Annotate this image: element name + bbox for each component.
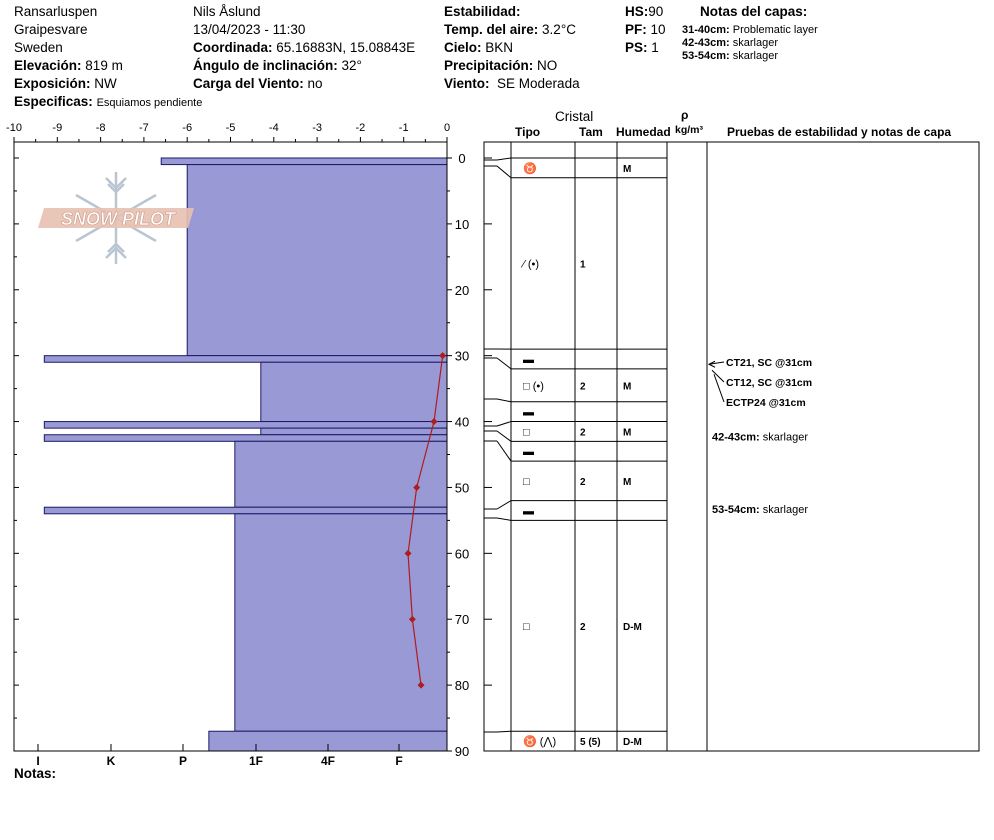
col-density-unit: kg/m³ [675,124,704,136]
depth-tick-label: 70 [454,612,470,628]
layer-moisture: M [623,427,632,439]
hardness-tick-label: P [178,754,188,768]
depth-tick-label: 30 [454,348,470,364]
col-type: Tipo [515,125,541,139]
sky: Cielo: BKN [444,40,514,55]
layer-grain-type: □ [523,475,530,488]
col-crystal: Cristal [555,109,594,124]
hardness-bar [235,514,447,731]
connector [497,422,511,426]
depth-tick-label: 50 [454,480,470,496]
layer-grain-type: ▬ [523,406,534,419]
hardness-bar [44,422,447,429]
col-moisture: Humedad [616,125,671,139]
layer-grain-size: 2 [580,476,586,488]
depth-tick-label: 20 [454,282,470,298]
temp-tick-label: 0 [443,122,451,134]
hardness-tick-label: I [36,754,40,768]
location: Ransarluspen [14,4,98,19]
layer-table [484,142,979,751]
layer-grain-type: □ [523,620,530,633]
connector [497,158,511,160]
hardness-tick-label: 1F [248,754,264,768]
logo-text: SNOW PILOT [61,209,175,229]
hardness-tick-label: F [395,754,403,768]
country: Sweden [14,40,63,55]
table-frame [484,142,979,751]
connector [497,501,511,509]
connector [497,358,511,369]
temp-tick-label: -4 [268,122,279,134]
layer-moisture: M [623,476,632,488]
hardness-bar [161,158,447,165]
depth-tick-label: 40 [454,414,470,430]
layer-annotation: 42-43cm: skarlager [712,431,808,444]
layer-grain-type: ▬ [523,353,534,366]
hardness-bar [187,165,447,356]
ps: PS: 1 [625,40,659,55]
hardness-bar [44,507,447,514]
wind-load: Carga del Viento: no [193,76,323,91]
layer-note-3: 53-54cm: skarlager [682,50,779,62]
stability-test: CT12, SC @31cm [726,377,813,389]
temp-tick-label: -7 [139,122,149,134]
hardness-tick-label: K [106,754,116,768]
connector [497,518,511,520]
temp-tick-label: -3 [312,122,322,134]
layer-annotation: 53-54cm: skarlager [712,504,808,517]
elevation: Elevación: 819 m [14,58,123,73]
temp-tick-label: -6 [182,122,193,134]
snowpilot-logo [38,168,198,268]
hardness-tick-label: 4F [320,754,336,768]
air-temp: Temp. del aire: 3.2°C [444,22,576,37]
temp-tick-label: -1 [398,122,409,134]
depth-tick-label: 60 [454,546,470,562]
wind: Viento: SE Moderada [444,76,580,91]
layer-grain-size: 1 [580,259,586,271]
hardness-bar [261,428,447,435]
layer-grain-type: ♉ (⋀) [523,736,557,749]
layer-grain-type: ▬ [523,505,534,518]
connector [497,431,511,441]
depth-tick-label: 80 [454,678,470,694]
connector [497,441,511,461]
pf: PF: 10 [625,22,666,37]
layer-grain-type: □ [523,426,530,439]
layer-note-2: 42-43cm: skarlager [682,37,779,49]
layer-grain-size: 2 [580,381,586,393]
layer-grain-type: □ (•) [523,380,544,393]
slope-angle: Ángulo de inclinación: 32° [193,58,362,73]
notes-label: Notas: [14,766,57,781]
layer-grain-size: 2 [580,427,586,439]
hs: HS:90 [625,4,664,19]
stability-tests [709,357,812,516]
temp-tick-label: -10 [6,122,22,134]
stability-label: Estabilidad: [444,4,521,19]
layer-moisture: M [623,381,632,393]
hardness-bar [44,356,447,363]
precipitation: Precipitación: NO [444,58,558,73]
layer-note-1: 31-40cm: Problematic layer [682,24,818,36]
temp-tick-label: -5 [225,122,236,134]
depth-tick-label: 10 [454,216,470,232]
col-tests: Pruebas de estabilidad y notas de capa [727,125,952,139]
layer-grain-type: ⁄ (•) [523,258,540,271]
area: Graipesvare [14,22,88,37]
connector [497,399,511,402]
depth-tick-label: 0 [458,151,466,166]
stability-test: CT21, SC @31cm [726,357,813,369]
coordinates: Coordinada: 65.16883N, 15.08843E [193,40,416,55]
col-density-symbol: ρ [681,108,689,122]
layer-notes-title: Notas del capas: [700,4,808,19]
connector [497,731,511,732]
test-arrow [712,370,724,382]
test-arrow [714,374,724,402]
temp-tick-label: -9 [52,122,63,134]
depth-tick-label: 90 [454,744,470,759]
layer-grain-size: 5 (5) [580,737,601,749]
col-size: Tam [579,125,603,139]
observer: Nils Åslund [193,4,261,19]
layer-grain-size: 2 [580,621,586,633]
layer-moisture: D-M [623,621,642,633]
temp-tick-label: -2 [355,122,366,134]
temp-tick-label: -8 [95,122,106,134]
layer-grain-type: ♉ [523,162,537,175]
stability-test: ECTP24 @31cm [726,397,806,409]
specifics: Especificas: Esquiamos pendiente [14,94,203,109]
aspect: Exposición: NW [14,76,117,91]
layer-moisture: D-M [623,737,642,749]
layer-grain-type: ▬ [523,446,534,459]
datetime: 13/04/2023 - 11:30 [193,22,306,37]
hardness-bar [261,362,447,421]
hardness-bar [44,435,447,442]
layer-moisture: M [623,163,632,175]
connector [497,166,511,178]
